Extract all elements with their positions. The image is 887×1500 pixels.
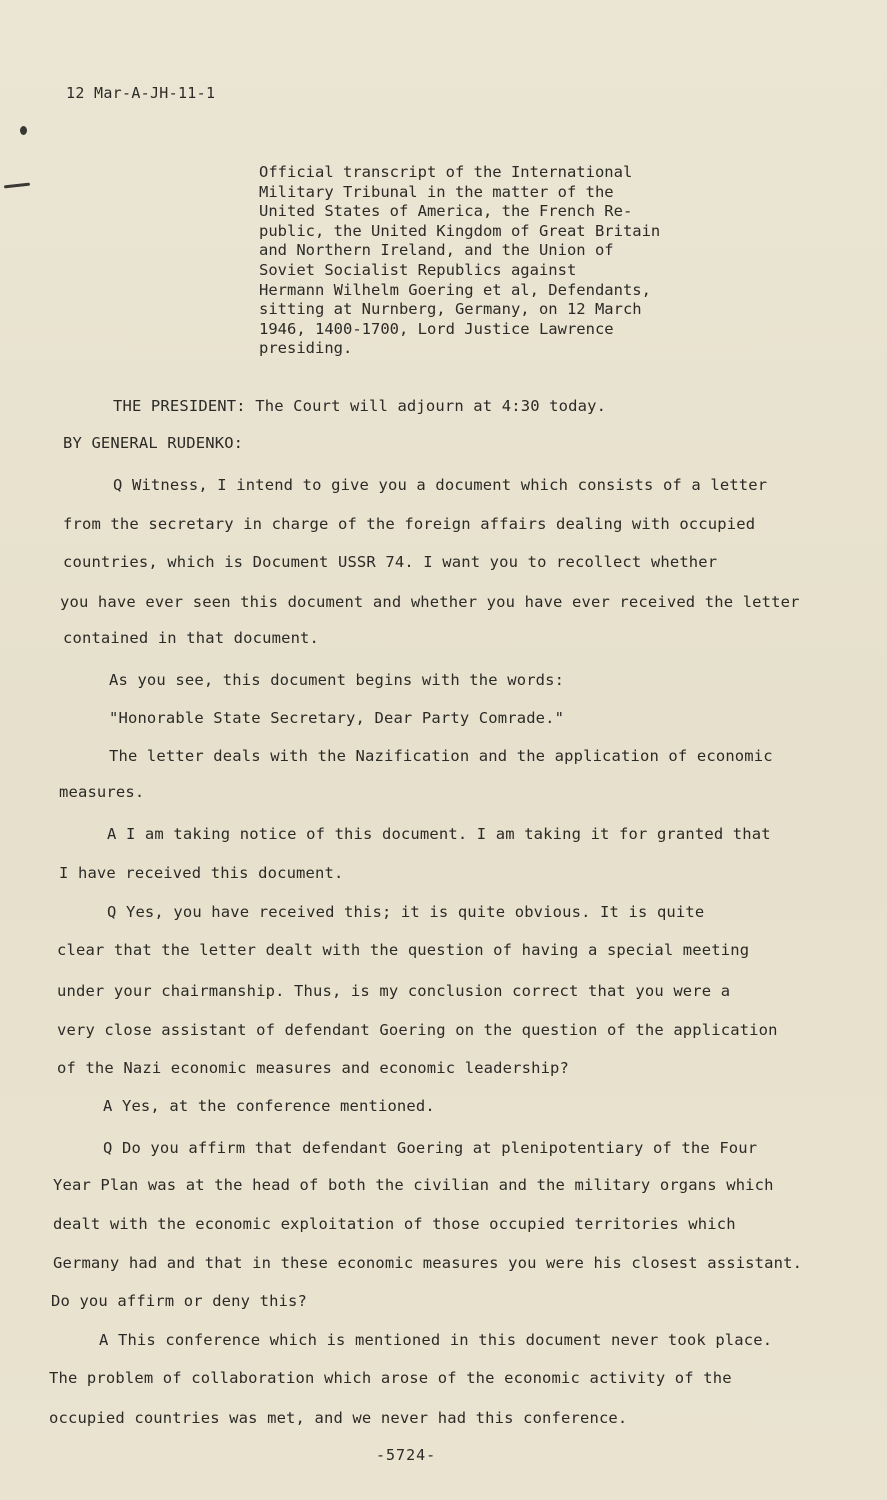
body-line: Q Witness, I intend to give you a document which consists of a letter [113, 476, 768, 494]
body-line: BY GENERAL RUDENKO: [63, 434, 244, 452]
body-line: I have received this document. [59, 864, 344, 882]
document-header-id: 12 Mar-A-JH-11-1 [66, 84, 216, 102]
body-line: Germany had and that in these economic measures you were his closest assistant. [53, 1254, 803, 1272]
body-line: of the Nazi economic measures and economic leadership? [57, 1059, 570, 1077]
body-line: measures. [59, 783, 145, 801]
body-line: Year Plan was at the head of both the civilian and the military organs which [53, 1176, 774, 1194]
body-line: from the secretary in charge of the foreign affairs dealing with occupied [63, 515, 756, 533]
ink-mark [20, 126, 27, 135]
body-line: THE PRESIDENT: The Court will adjourn at 4:30 today. [113, 397, 607, 415]
body-line: countries, which is Document USSR 74. I want you to recollect whether [63, 553, 718, 571]
body-line: A I am taking notice of this document. I am taking it for granted that [107, 825, 771, 843]
ink-mark [4, 183, 30, 189]
body-line: dealt with the economic exploitation of those occupied territories which [53, 1215, 736, 1233]
body-line: The problem of collaboration which arose of the economic activity of the [49, 1369, 732, 1387]
body-line: occupied countries was met, and we never had this conference. [49, 1409, 628, 1427]
body-line: under your chairmanship. Thus, is my conclusion correct that you were a [57, 982, 731, 1000]
page-number: -5724- [376, 1446, 437, 1464]
transcript-caption: Official transcript of the International Military Tribunal in the matter of the United States of America, the French Re- public, the United Kingdom of Great Britain and Northern Ireland, and the Union of Soviet Socialist Republics against Hermann Wilhelm Goering et al, Defendants, sitting at Nurnberg, Germany, on 12 March 1946, 1400-1700, Lord Justice Lawrence presiding. [259, 163, 661, 358]
body-line: "Honorable State Secretary, Dear Party Comrade." [109, 709, 565, 727]
body-line: A This conference which is mentioned in this document never took place. [99, 1331, 773, 1349]
body-line: clear that the letter dealt with the question of having a special meeting [57, 941, 750, 959]
body-line: you have ever seen this document and whether you have ever received the letter [60, 593, 800, 611]
body-line: Do you affirm or deny this? [51, 1292, 308, 1310]
body-line: A Yes, at the conference mentioned. [103, 1097, 435, 1115]
body-line: Q Yes, you have received this; it is quite obvious. It is quite [107, 903, 705, 921]
body-line: Q Do you affirm that defendant Goering at plenipotentiary of the Four [103, 1139, 758, 1157]
body-line: contained in that document. [63, 629, 320, 647]
body-line: very close assistant of defendant Goering on the question of the application [57, 1021, 778, 1039]
body-line: The letter deals with the Nazification and the application of economic [109, 747, 773, 765]
body-line: As you see, this document begins with the words: [109, 671, 565, 689]
